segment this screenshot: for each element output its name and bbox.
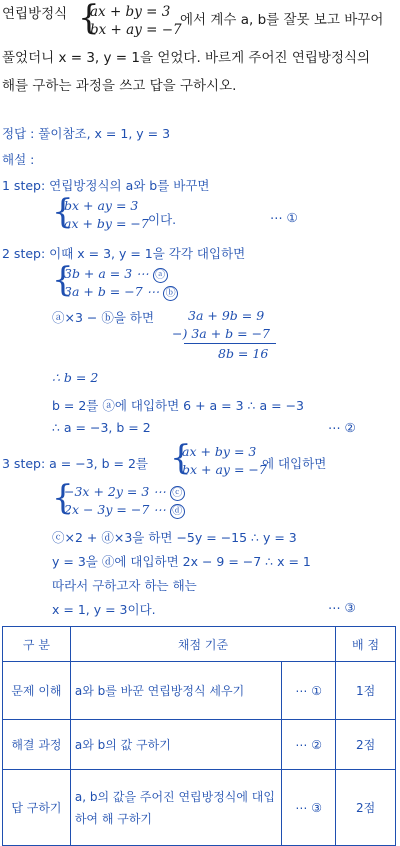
row-score: 2점	[336, 770, 396, 846]
step2-calc3: 8b = 16	[218, 346, 269, 361]
row-criterion: a, b의 값을 주어진 연립방정식에 대입하여 해 구하기	[70, 770, 281, 846]
step1-eq1: bx + ay = 3	[64, 198, 139, 213]
step2-combine: ⓐ×3 − ⓑ을 하면	[52, 310, 155, 325]
question-prefix: 연립방정식	[2, 6, 68, 22]
step3-mark: ⋯ ③	[328, 600, 356, 615]
step1-mark: ⋯ ①	[270, 210, 298, 225]
step3-title-post: 에 대입하면	[262, 456, 327, 471]
step1-title: 1 step: 연립방정식의 a와 b를 바꾸면	[2, 178, 210, 193]
step2-calc-rule	[184, 343, 276, 344]
step3-sys1: −3x + 2y = 3	[64, 484, 150, 499]
grading-table	[2, 626, 396, 846]
step2-title: 2 step: 이때 x = 3, y = 1을 각각 대입하면	[2, 246, 246, 261]
question-system: { ax + by = 3 bx + ay = −7	[78, 0, 182, 38]
row-mark: ⋯ ①	[282, 662, 336, 720]
question-eq1: ax + by = 3	[90, 4, 171, 20]
explain-label: 해설 :	[2, 152, 35, 167]
step3-line3: 따라서 구하고자 하는 해는	[52, 578, 197, 593]
step3-title-pre: 3 step: a = −3, b = 2를	[2, 456, 148, 471]
step3-sys2-tag: ⓓ	[170, 504, 185, 519]
question-line2: 풀었더니 x = 3, y = 1을 얻었다. 바르게 주어진 연립방정식의	[2, 50, 371, 66]
step3-system: { −3x + 2y = 3 ⋯ ⓒ 2x − 3y = −7 ⋯ ⓓ	[52, 484, 212, 524]
row-category: 답 구하기	[3, 770, 71, 846]
step3-eq1: ax + by = 3	[182, 444, 257, 459]
header-category: 구 분	[3, 627, 71, 662]
step2-sub: b = 2를 ⓐ에 대입하면 6 + a = 3 ∴ a = −3	[52, 398, 304, 413]
step3-line4: x = 1, y = 3이다.	[52, 602, 156, 617]
row-mark: ⋯ ②	[282, 720, 336, 770]
step3-inline-system: { ax + by = 3 bx + ay = −7	[170, 438, 267, 478]
table-row	[3, 662, 396, 720]
question-line1-tail: 에서 계수 a, b를 잘못 보고 바꾸어	[180, 12, 384, 28]
step2-eq2-tag: ⓑ	[163, 286, 178, 301]
header-score: 배 점	[336, 627, 396, 662]
question-line3: 해를 구하는 과정을 쓰고 답을 구하시오.	[2, 78, 237, 94]
table-row	[3, 770, 396, 846]
step3-eq2: bx + ay = −7	[182, 462, 267, 477]
row-criterion: a와 b를 바꾼 연립방정식 세우기	[70, 662, 281, 720]
step2-result: ∴ a = −3, b = 2	[52, 420, 151, 435]
step2-calc1: 3a + 9b = 9	[188, 308, 265, 323]
step2-calc2: −) 3a + b = −7	[172, 326, 270, 341]
answer-label: 정답 : 풀이참조, x = 1, y = 3	[2, 126, 171, 141]
header-criterion: 채점 기준	[70, 627, 335, 662]
row-score: 1점	[336, 662, 396, 720]
step3-line2: y = 3을 ⓓ에 대입하면 2x − 9 = −7 ∴ x = 1	[52, 554, 311, 569]
row-mark: ⋯ ③	[282, 770, 336, 846]
grading-header-row	[3, 627, 396, 662]
row-category: 문제 이해	[3, 662, 71, 720]
row-criterion: a와 b의 값 구하기	[70, 720, 281, 770]
step2-eq1: 3b + a = 3	[64, 266, 133, 281]
step1-eq2: ax + by = −7	[64, 216, 149, 231]
step1-system: { bx + ay = 3 ax + by = −7	[52, 192, 149, 232]
step2-system: { 3b + a = 3 ⋯ ⓐ 3a + b = −7 ⋯ ⓑ	[52, 266, 202, 306]
row-category: 해결 과정	[3, 720, 71, 770]
step3-sys1-tag: ⓒ	[170, 486, 185, 501]
step3-sys2: 2x − 3y = −7	[64, 502, 150, 517]
table-row	[3, 720, 396, 770]
step1-tail: 이다.	[148, 212, 177, 227]
row-score: 2점	[336, 720, 396, 770]
step2-eq2: 3a + b = −7	[64, 284, 143, 299]
question-eq2: bx + ay = −7	[90, 22, 182, 38]
step2-mark: ⋯ ②	[328, 420, 356, 435]
step2-eq1-tag: ⓐ	[153, 268, 168, 283]
step3-line1: ⓒ×2 + ⓓ×3을 하면 −5y = −15 ∴ y = 3	[52, 530, 297, 545]
step2-therefore-b: ∴ b = 2	[52, 370, 99, 385]
